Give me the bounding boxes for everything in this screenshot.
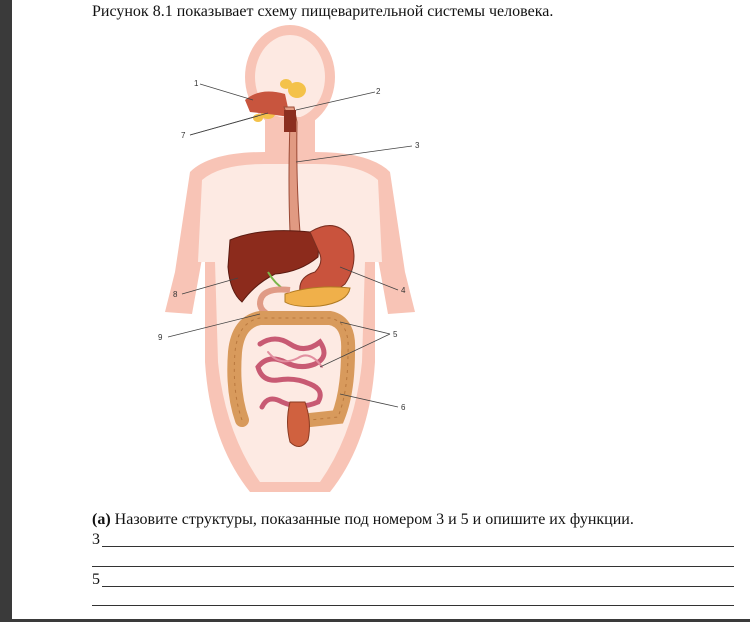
answer-row-5[interactable] xyxy=(92,571,734,589)
answer-row-3[interactable] xyxy=(92,531,734,549)
label-8: 8 xyxy=(173,290,178,299)
question-a xyxy=(92,510,634,530)
answer-line[interactable] xyxy=(102,586,734,587)
left-page-edge xyxy=(0,0,12,622)
label-1: 1 xyxy=(194,79,199,88)
answer-line[interactable] xyxy=(92,566,734,567)
answer-number-3: 3 xyxy=(92,531,100,548)
rectum xyxy=(288,402,310,447)
answer-number-5: 5 xyxy=(92,571,100,588)
digestive-system-diagram xyxy=(150,22,450,502)
question-text: Назовите структуры, показанные под номером 3 и 5 и опишите их функции. xyxy=(114,511,634,528)
label-9: 9 xyxy=(158,333,163,342)
answer-row-blank-2[interactable] xyxy=(92,590,734,608)
label-2: 2 xyxy=(376,87,381,96)
answer-row-blank-1[interactable] xyxy=(92,551,734,569)
figure-caption: Рисунок 8.1 показывает схему пищеварительной системы человека. xyxy=(92,3,554,20)
label-5: 5 xyxy=(393,330,398,339)
question-prefix: (а) xyxy=(92,511,111,528)
answer-line[interactable] xyxy=(102,546,734,547)
label-4: 4 xyxy=(401,286,406,295)
label-7: 7 xyxy=(181,131,186,140)
label-3: 3 xyxy=(415,141,420,150)
label-6: 6 xyxy=(401,403,406,412)
answer-line[interactable] xyxy=(92,605,734,606)
